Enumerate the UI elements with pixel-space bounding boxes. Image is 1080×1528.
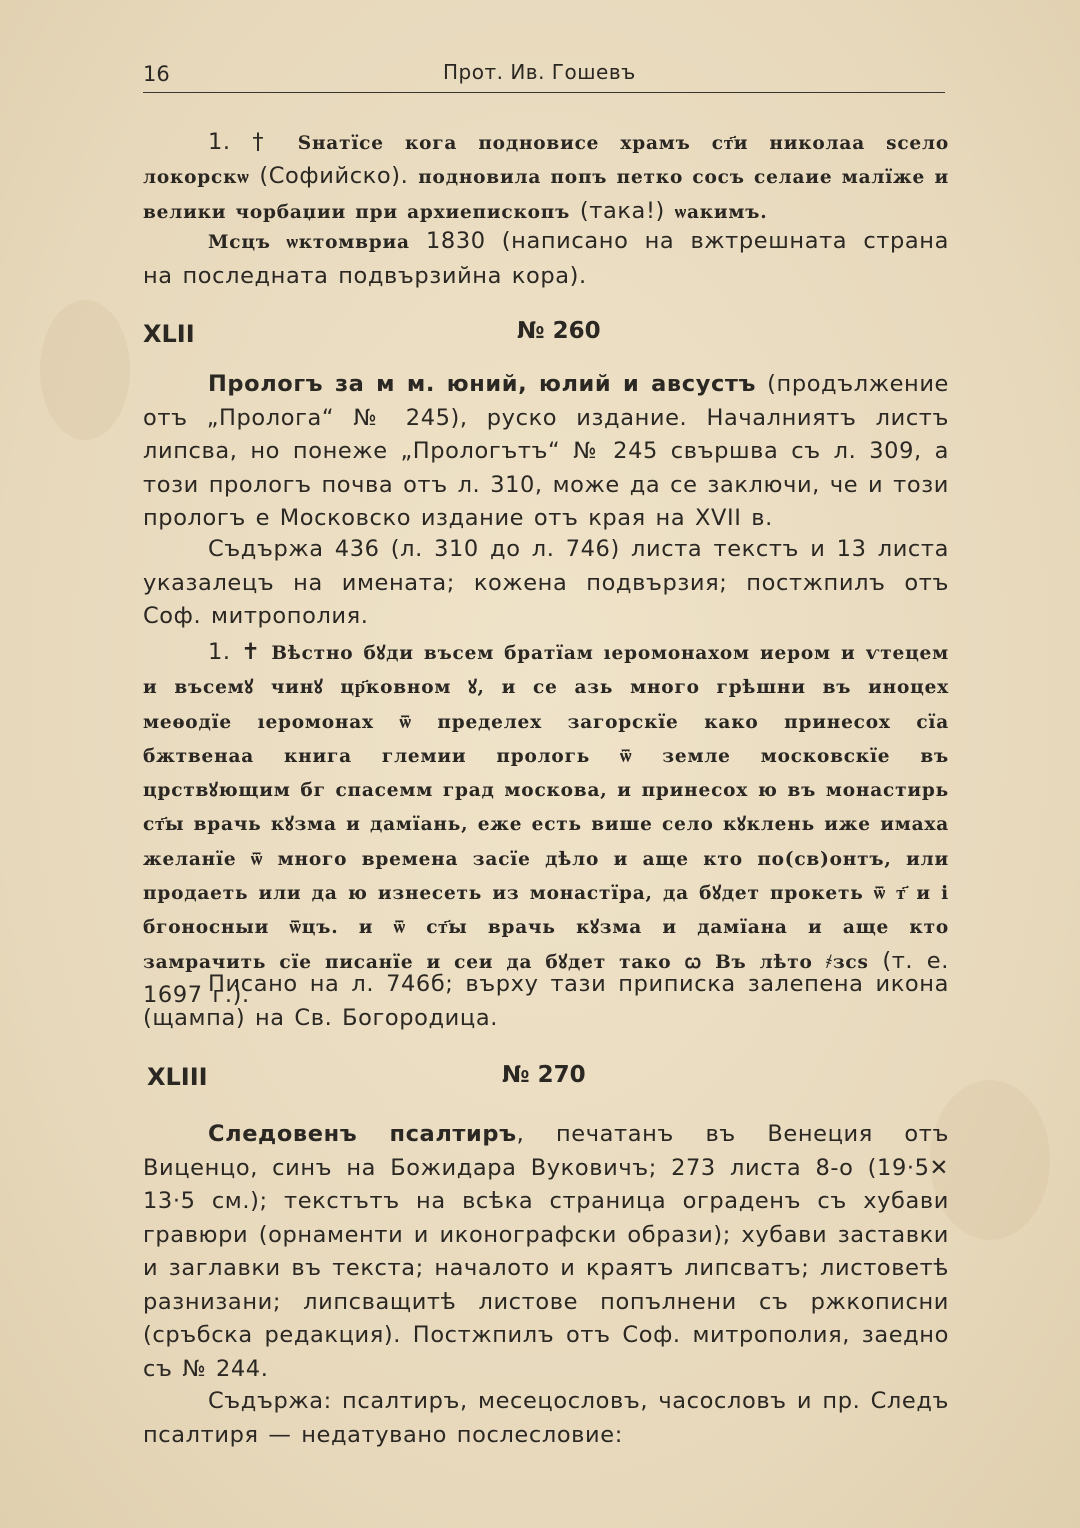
body-text: (така!) <box>579 197 665 224</box>
entry-number: № 270 <box>502 1062 586 1088</box>
entry-number: № 260 <box>517 318 601 344</box>
section-roman-numeral: XLIII <box>147 1063 208 1091</box>
body-text: (т. е. 1697 г.). <box>143 947 949 1008</box>
church-slavonic-text: Мсцъ ѡктомвриа <box>208 232 410 253</box>
inscription-paragraph <box>143 126 949 229</box>
running-head: Прот. Ив. Гошевъ <box>443 60 636 84</box>
contents-paragraph <box>143 533 949 634</box>
church-slavonic-text: ѡакимъ. <box>674 201 768 223</box>
body-text: Съдържа: псалтиръ, месецословъ, часословъ и пр. Следъ псалтиря — недатувано послесловие: <box>143 1388 949 1448</box>
note-marker: 1. † <box>208 129 277 155</box>
inscription-paragraph <box>143 636 949 1012</box>
page-number: 16 <box>143 62 170 86</box>
section-roman-numeral: XLII <box>143 320 195 348</box>
church-slavonic-text: подновила попъ петко сосъ селаие малїже и велики чорбаџии при архиепископъ <box>143 167 949 223</box>
header-rule <box>143 92 945 93</box>
entry-title: Следовенъ псалтиръ <box>208 1121 517 1147</box>
church-slavonic-text: Вѣстно бꙋди въсем братїам ıеромонахом иером и ѵтецем и въсемꙋ чинꙋ цр҃ковном ꙋ, и се азь много грѣшни въ иноцех меѳодїе ıеромонах ѿ пределех загорскїе како принесох сїа бжтвенаа книга глемии прологь ѿ земле московскїе въ црствꙋющим бг спасемм град москова, и принесох ю въ монастирь ст҃ы врачь кꙋзма и дамїань, еже есть више село кꙋклень иже имаха желанїе ѿ много времена засїе дѣло и аще кто по(св)онтъ, или продаеть или да ю изнесеть из монастїра, да бꙋдет прокеть ѿ т҃ и і бгоносныи ѿцъ. и ѿ ст҃ы врачь кꙋзма и дамїана и аще кто замрачить сїе писанїе и сеи да бꙋдет тако ꙍ Въ лѣто ҂зсѕ <box>143 643 949 973</box>
page-header <box>143 58 945 90</box>
body-text: (продължение отъ „Пролога“ № 245), руско издание. Началниятъ листъ липсва, но понеже „Прологътъ“ № 245 свършва съ л. 309, а този прологъ почва отъ л. 310, може да се заключи, че и този прологъ е Московско издание отъ края на XVII в. <box>143 371 949 531</box>
paper-stain <box>40 300 130 440</box>
body-text: Съдържа 436 (л. 310 до л. 746) листа текстъ и 13 листа указалецъ на имената; кожена подвързия; постжпилъ отъ Соф. митрополия. <box>143 536 949 629</box>
body-text: , печатанъ въ Венеция отъ Виценцо, синъ на Божидара Вуковичъ; 273 листа 8-о (19·5✕ 13·5 см.); текстътъ на всѣка страница ограденъ съ хубави гравюри (орнаменти и иконографски образи); хубави заставки и заглавки въ текста; началото и краятъ липсватъ; листоветѣ разнизани; липсващитѣ листове попълнени съ ржкописни (сръбска редакция). Постжпилъ отъ Соф. митрополия, заедно съ № 244. <box>143 1121 949 1382</box>
note-marker: 1. ✝ <box>208 639 261 665</box>
entry-title: Прологъ за м м. юний, юлий и авсустъ <box>208 371 757 397</box>
entry-description <box>143 368 949 536</box>
written-note-paragraph <box>143 968 949 1035</box>
body-text: 1830 (написано на вжтрешната страна на последната подвързийна кора). <box>143 228 949 289</box>
body-text: (Софийско). <box>259 163 409 190</box>
date-paragraph <box>143 225 949 293</box>
body-text: Писано на л. 746б; върху тази приписка залепена икона (щампа) на Св. Богородица. <box>143 971 949 1031</box>
entry-description <box>143 1118 949 1386</box>
church-slavonic-text: Ѕнатїсе кога подновисе храмъ ст҃и николаа ѕсело локорскѡ <box>143 133 949 189</box>
contents-paragraph <box>143 1385 949 1452</box>
